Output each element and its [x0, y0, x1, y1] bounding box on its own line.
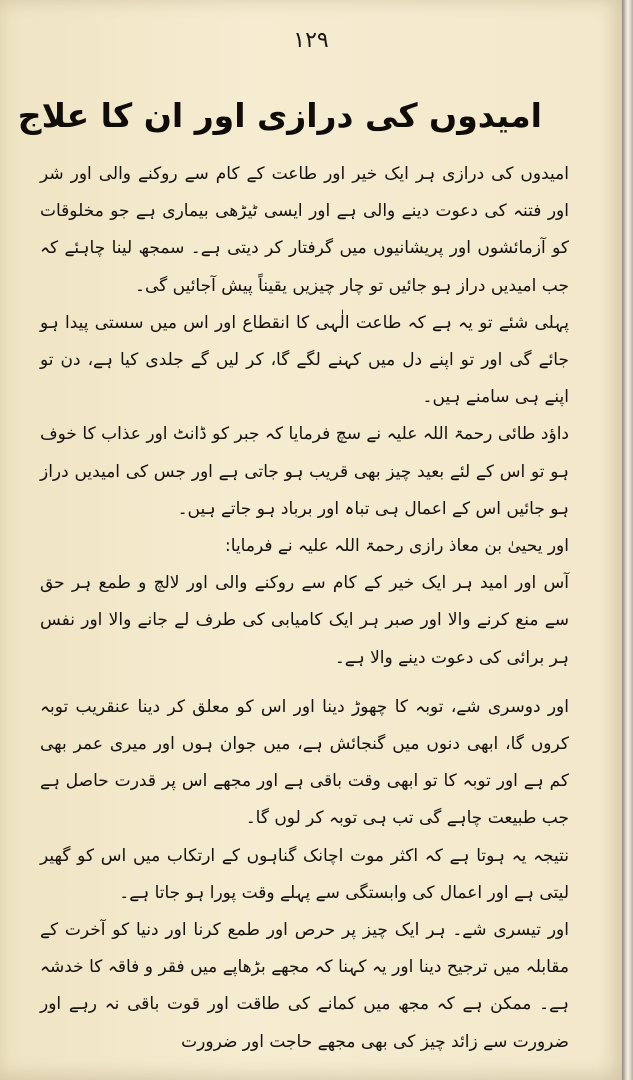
paragraph-result: نتیجہ یہ ہوتا ہے کہ اکثر موت اچانک گناہوں کے ارتکاب میں اس کو گھیر لیتی ہے اور اعمال کی وابستگی سے پہلے وقت پورا ہو جاتا ہے۔ [40, 845, 569, 903]
paragraph-intro: امیدوں کی درازی ہر ایک خیر اور طاعت کے کام سے روکنے والی اور شر اور فتنہ کی دعوت دینے والی ہے اور ایسی ٹیڑھی بیماری ہے جو مخلوقات کو آزمائشوں اور پریشانیوں میں گرفتار کر دیتی ہے۔ سمجھ لینا چاہئے کہ جب امیدیں دراز ہو جائیں تو چار چیزیں یقیناً پیش آجائیں گی۔ [40, 164, 569, 296]
page-title: امیدوں کی درازی اور ان کا علاج [17, 96, 542, 135]
paragraph-dawud-tai: داؤد طائی رحمۃ اللہ علیہ نے سچ فرمایا کہ جبر کو ڈانٹ اور عذاب کا خوف ہو تو اس کے لئے بعید چیز بھی قریب ہو جاتی ہے اور جس کی امیدیں دراز ہو جائیں اس کے اعمال ہی تباہ اور برباد ہو جاتے ہیں۔ [40, 424, 569, 519]
paragraph-yahya-quote: آس اور امید ہر ایک خیر کے کام سے روکنے والی اور لالچ و طمع ہر حق سے منع کرنے والا اور صبر ہر ایک کامیابی کی طرف لے جانے والا اور نفس ہر برائی کی دعوت دینے والا ہے۔ [40, 573, 569, 668]
paragraph-first-thing: پہلی شئے تو یہ ہے کہ طاعت الٰہی کا انقطاع اور اس میں سستی پیدا ہو جائے گی اور تو اپنے دل میں کہنے لگے گا، کر لیں گے جلدی کیا ہے، دن تو اپنے ہی سامنے ہیں۔ [40, 312, 569, 408]
body-text [40, 156, 597, 1061]
paragraph-second-thing: اور دوسری شے، توبہ کا چھوڑ دینا اور اس کو معلق کر دینا عنقریب توبہ کروں گا، ابھی دنوں میں گنجائش ہے، میں جوان ہوں اور میری عمر بھی کم ہے اور توبہ کا تو ابھی وقت باقی ہے اور مجھے اس پر قدرت حاصل ہے جب طبیعت چاہے گی تب ہی توبہ کر لوں گا۔ [40, 696, 569, 829]
page-edge [622, 0, 633, 1080]
page-number: ۱۲۹ [293, 28, 329, 53]
paragraph-third-thing: اور تیسری شے۔ ہر ایک چیز پر حرص اور طمع کرنا اور دنیا کو آخرت کے مقابلہ میں ترجیح دینا اور یہ کہنا کہ مجھے بڑھاپے میں فقر و فاقہ کا خدشہ ہے۔ ممکن ہے کہ مجھ میں کمانے کی طاقت اور قوت باقی نہ رہے اور ضرورت سے زائد چیز کی بھی مجھے حاجت اور ضرورت [40, 920, 569, 1052]
paragraph-yahya-intro: اور یحییٰ بن معاذ رازی رحمۃ اللہ علیہ نے فرمایا: [225, 536, 569, 557]
